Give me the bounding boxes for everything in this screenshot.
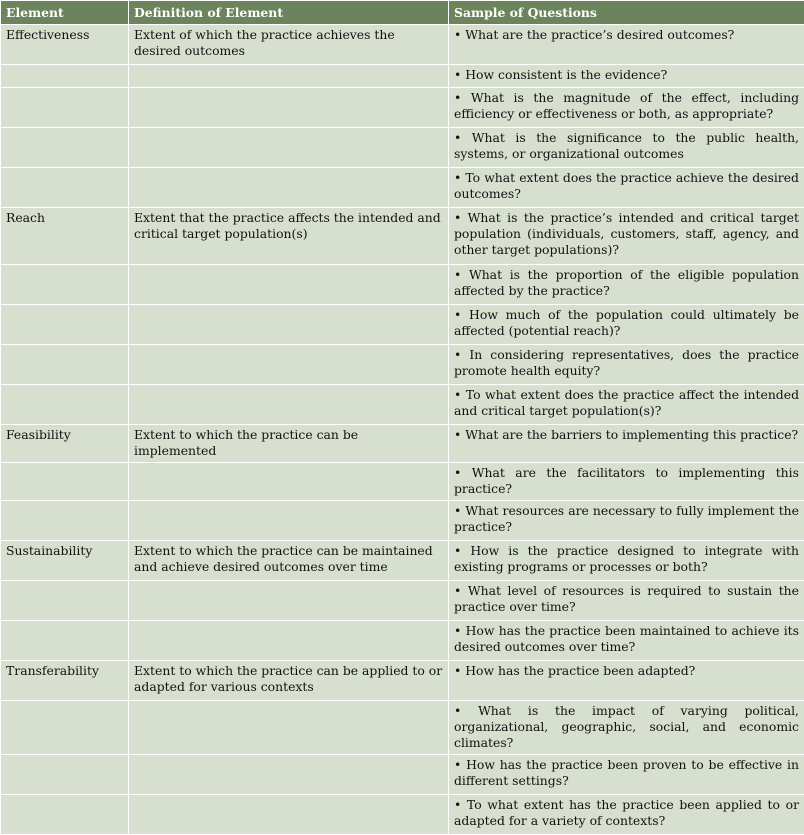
element-cell — [1, 168, 129, 208]
element-cell — [1, 701, 129, 755]
element-cell — [1, 795, 129, 835]
question-cell: • How has the practice been maintained to achieve its desired outcomes over time? — [449, 621, 804, 661]
element-cell — [1, 501, 129, 541]
element-cell — [1, 65, 129, 88]
question-cell: • What is the practice’s intended and critical target population (individuals, customers, staff, agency, and other target populations)? — [449, 208, 804, 265]
table-row — [1, 168, 804, 208]
question-cell: • What are the practice’s desired outcomes? — [449, 25, 804, 65]
question-cell: • What is the proportion of the eligible population affected by the practice? — [449, 265, 804, 305]
element-cell — [1, 463, 129, 501]
definition-cell — [129, 345, 449, 385]
definition-cell: Extent of which the practice achieves the desired outcomes — [129, 25, 449, 65]
definition-cell — [129, 701, 449, 755]
element-cell — [1, 385, 129, 425]
table-row — [1, 701, 804, 755]
question-cell: • What is the significance to the public health, systems, or organizational outcomes — [449, 128, 804, 168]
definition-cell — [129, 65, 449, 88]
definition-cell — [129, 581, 449, 621]
table-row — [1, 425, 804, 463]
definition-cell: Extent that the practice affects the intended and critical target population(s) — [129, 208, 449, 265]
question-cell: • How has the practice been adapted? — [449, 661, 804, 701]
question-cell: • How has the practice been proven to be effective in different settings? — [449, 755, 804, 795]
element-cell — [1, 128, 129, 168]
definition-cell — [129, 463, 449, 501]
table-row — [1, 463, 804, 501]
table-row — [1, 208, 804, 265]
table-row — [1, 501, 804, 541]
header-row — [1, 1, 804, 25]
definition-cell: Extent to which the practice can be maintained and achieve desired outcomes over time — [129, 541, 449, 581]
element-cell — [1, 265, 129, 305]
element-cell: Sustainability — [1, 541, 129, 581]
table-row — [1, 621, 804, 661]
table-row — [1, 345, 804, 385]
question-cell: • What resources are necessary to fully implement the practice? — [449, 501, 804, 541]
table-row — [1, 385, 804, 425]
element-cell: Effectiveness — [1, 25, 129, 65]
table-row — [1, 581, 804, 621]
header-element: Element — [1, 1, 129, 25]
element-cell: Transferability — [1, 661, 129, 701]
element-cell — [1, 621, 129, 661]
element-cell: Reach — [1, 208, 129, 265]
table-row — [1, 755, 804, 795]
table-body — [1, 25, 804, 835]
header-questions: Sample of Questions — [449, 1, 804, 25]
definition-cell — [129, 88, 449, 128]
table-row — [1, 88, 804, 128]
definition-cell — [129, 168, 449, 208]
definition-cell — [129, 795, 449, 835]
definition-cell — [129, 128, 449, 168]
definition-cell — [129, 755, 449, 795]
table-row — [1, 128, 804, 168]
definition-cell: Extent to which the practice can be implemented — [129, 425, 449, 463]
question-cell: • What are the facilitators to implementing this practice? — [449, 463, 804, 501]
table-row — [1, 541, 804, 581]
table-row — [1, 65, 804, 88]
question-cell: • To what extent does the practice affect the intended and critical target population(s)? — [449, 385, 804, 425]
element-cell — [1, 581, 129, 621]
table-row — [1, 25, 804, 65]
question-cell: • What are the barriers to implementing this practice? — [449, 425, 804, 463]
question-cell: • How consistent is the evidence? — [449, 65, 804, 88]
definition-cell — [129, 385, 449, 425]
question-cell: • In considering representatives, does the practice promote health equity? — [449, 345, 804, 385]
table-header — [1, 1, 804, 25]
table-row — [1, 795, 804, 835]
question-cell: • What level of resources is required to sustain the practice over time? — [449, 581, 804, 621]
element-cell — [1, 88, 129, 128]
question-cell: • How is the practice designed to integrate with existing programs or processes or both? — [449, 541, 804, 581]
question-cell: • To what extent has the practice been applied to or adapted for a variety of contexts? — [449, 795, 804, 835]
definition-cell: Extent to which the practice can be applied to or adapted for various contexts — [129, 661, 449, 701]
definition-cell — [129, 501, 449, 541]
element-cell: Feasibility — [1, 425, 129, 463]
question-cell: • To what extent does the practice achieve the desired outcomes? — [449, 168, 804, 208]
definition-cell — [129, 305, 449, 345]
question-cell: • What is the impact of varying political, organizational, geographic, social, and economic climates? — [449, 701, 804, 755]
element-cell — [1, 755, 129, 795]
table-row — [1, 265, 804, 305]
table-row — [1, 305, 804, 345]
question-cell: • What is the magnitude of the effect, including efficiency or effectiveness or both, as appropriate? — [449, 88, 804, 128]
element-cell — [1, 345, 129, 385]
header-definition: Definition of Element — [129, 1, 449, 25]
table-row — [1, 661, 804, 701]
definition-cell — [129, 265, 449, 305]
definition-cell — [129, 621, 449, 661]
question-cell: • How much of the population could ultimately be affected (potential reach)? — [449, 305, 804, 345]
element-cell — [1, 305, 129, 345]
